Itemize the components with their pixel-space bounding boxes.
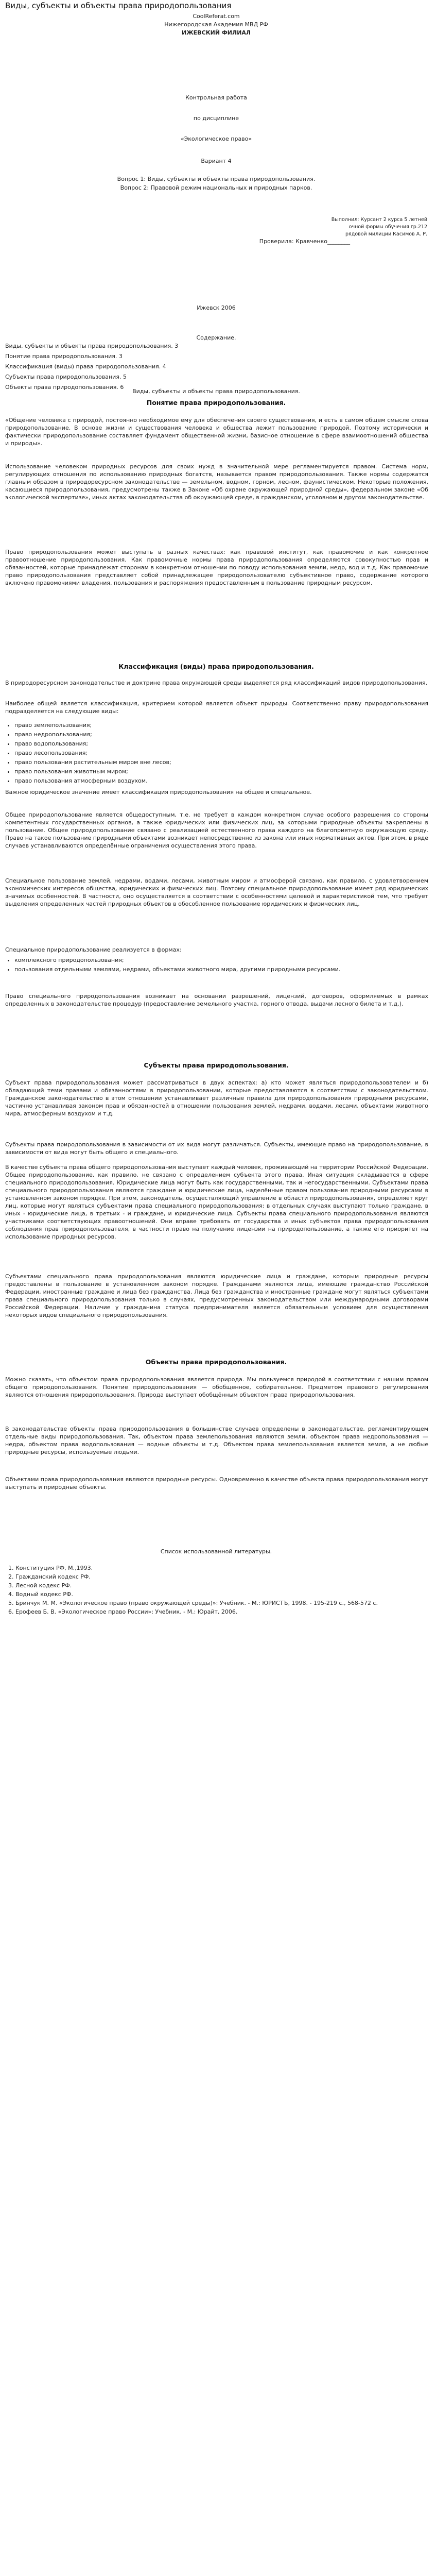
- section-heading-objects: Объекты права природопользования.: [145, 1358, 287, 1366]
- references-list: [6, 1564, 427, 1617]
- reviewer-line: Проверила: Кравченко________: [259, 238, 350, 245]
- question-2: Вопрос 2: Правовой режим национальных и природных парков.: [120, 184, 312, 191]
- reference-item: 4. Водный кодекс РФ.: [15, 1590, 427, 1598]
- paragraph: Использование человеком природных ресурсов для своих нужд в значительной мере регламентируется правом. Система норм, регулирующих отношения по использованию природных богатств, называется правом природопользования. Также нормы содержатся главным образом в природоресурсном законодательстве — земельном, водном, горном, лесном, фаунистическом. Некоторые положения, касающиеся природопользования, предусмотрены также в Законе «Об охране окружающей природной среды», федеральном законе «Об экологической экспертизе», иных актах законодательства об окружающей среде, в гражданском, уголовном и другом законодательстве.: [5, 463, 428, 501]
- discipline-label: по дисциплине: [193, 115, 239, 122]
- references-heading: Список использованной литературы.: [160, 1548, 272, 1555]
- paragraph: В природоресурсном законодательстве и доктрине права окружающей среды выделяется ряд классификаций видов природопользования.: [5, 680, 428, 686]
- city-year: Ижевск 2006: [197, 304, 236, 311]
- reference-item: 3. Лесной кодекс РФ.: [15, 1582, 427, 1589]
- list-item: • право пользования животным миром;: [14, 768, 171, 775]
- toc-item: Понятие права природопользования. 3: [5, 353, 123, 360]
- paragraph: В законодательстве объекты права природопользования в большинстве случаев определены в законодательстве, регламентирующем отдельные виды природопользования. Так, объектом права землепользования являются земли, объектом права недропользования — недра, объектом права водопользования — водные объекты и т.д. Объектом права землепользования является земля, а не любые природные ресурсы, используемые людьми.: [5, 1426, 428, 1455]
- question-1: Вопрос 1: Виды, субъекты и объекты права природопользования.: [117, 176, 316, 182]
- reference-item: 2. Гражданский кодекс РФ.: [15, 1573, 427, 1581]
- list-item: • право землепользования;: [14, 721, 171, 729]
- author-line-1: Выполнил: Курсант 2 курса 5 летней: [331, 217, 427, 223]
- toc-item: Субъекты права природопользования. 5: [5, 374, 127, 380]
- list-item: • комплексного природопользования;: [14, 956, 426, 964]
- work-type: Контрольная работа: [185, 94, 247, 101]
- toc-heading: Содержание.: [196, 334, 236, 341]
- paragraph: Общее природопользование является общедоступным, т.е. не требует в каждом конкретном случае особого разрешения со стороны компетентных государственных органов, а также юридических или физических лиц, за которыми природные объекты закреплены в пользование. Общее природопользование связано с реализацией естественного права каждого на благоприятную окружающую среду. Право на такое пользование природными объектами возникает непосредственно из закона или иных нормативных актов. При этом, в ряде случаев устанавливаются определённые ограничения осуществления этого права.: [5, 811, 429, 849]
- paragraph: «Общение человека с природой, постоянно необходимое ему для обеспечения своего существования, и есть в самом общем смысле слова природопользование. В основе жизни и существования человека и общества лежит пользование природой. Поэтому исторически и фактически природопользование составляет фундамент общественной жизни, базисное отношение в сфере взаимоотношений общества и природы».: [5, 417, 428, 447]
- toc-item: Классификация (виды) права природопользования. 4: [5, 363, 166, 370]
- paragraph: Право специального природопользования возникает на основании разрешений, лицензий, договоров, оформляемых в рамках определенных в законодательстве процедур (предоставление земельного участка, горного отвода, выдачи лесного билета и т.д.).: [5, 993, 428, 1007]
- paragraph: Субъекты права природопользования в зависимости от их вида могут различаться. Субъекты, имеющие право на природопользование, в зависимости от вида могут быть общего и специального.: [5, 1141, 428, 1156]
- paragraph: Право природопользования может выступать в разных качествах: как правовой институт, как правомочие и как конкретное правоотношение природопользования. Как правомочные нормы права природопользования определяются совокупностью прав и обязанностей, которые принадлежат сторонам в конкретном отношении по поводу использования земли, недр, вод и т.д. Как правомочие право природопользования представляет собой принадлежащее природопользователю субъективное право, содержание которого включено правомочиями владения, пользования и распоряжения предоставленным в пользование природным ресурсом.: [5, 549, 428, 586]
- toc-item: Объекты права природопользования. 6: [5, 384, 124, 391]
- filial-name: ИЖЕВСКИЙ ФИЛИАЛ: [182, 29, 251, 36]
- list-item: • право лесопользования;: [14, 749, 171, 757]
- variant-label: Вариант 4: [201, 158, 232, 164]
- section-heading-classification: Классификация (виды) права природопользования.: [118, 663, 314, 670]
- table-of-contents: [5, 342, 427, 394]
- academy-name: Нижегородская Академия МВД РФ: [164, 21, 268, 28]
- paragraph: В качестве субъекта права общего природопользования выступает каждый человек, проживающий на территории Российской Федерации. Общее природопользование, как правило, не связано с определением субъекта этого права. Иная ситуация складывается в сфере специального природопользования. Юридические лица могут быть как государственными, так и негосударственными. Субъектами права специального природопользования являются граждане и юридические лица, наделённые правом пользования природными ресурсами в установленном законом порядке. При этом, законодатель, осуществляющий управление в области природопользования, определяет круг лиц, которые могут являться субъектами права специального природопользования: в отдельных случаях выступают только граждане, в иных - юридические лица, в третьих - и граждане, и юридические лица. Субъекты права специального природопользования являются участниками соответствующих правоотношений. Они вправе требовать от государства и иных субъектов права природопользования соблюдения прав природопользователя, в частности право на получение лицензии на природопользование, а также его приоритет на использование природных ресурсов.: [5, 1164, 428, 1240]
- paragraph: Можно сказать, что объектом права природопользования является природа. Мы пользуемся природой в соответствии с нашим правом общего природопользования. Понятие природопользования — обобщенное, собирательное. Предметом правового регулирования являются отношения природопользования. Природа выступает обобщённым объектом права природопользования.: [5, 1376, 428, 1398]
- paragraph: Субъект права природопользования может рассматриваться в двух аспектах: а) кто может являться природопользователем и б) обладающий теми правами и обязанностями в природопользовании, которые предоставляются в соответствии с законодательством. Гражданское законодательство в этом отношении устанавливает различные правила для природопользования природными ресурсами, частично устанавливая законом прав и обязанностей в отношении пользования землей, недрами, водами, лесами, объектами животного мира, атмосферным воздухом и т.д.: [5, 1079, 428, 1117]
- reference-item: 1. Конституция РФ, М.,1993.: [15, 1564, 427, 1572]
- paragraph: Объектами права природопользования являются природные ресурсы. Одновременно в качестве объекта права природопользования могут выступать и природные объекты.: [5, 1476, 428, 1490]
- resource-types-list: [6, 721, 171, 786]
- paragraph: Специальное природопользование реализуется в формах:: [5, 946, 182, 953]
- source-site: CoolReferat.com: [193, 13, 240, 20]
- author-line-2: очной формы обучения гр.212: [348, 224, 427, 230]
- paragraph: Важное юридическое значение имеет классификация природопользования на общее и специальное.: [5, 789, 312, 795]
- main-title: Виды, субъекты и объекты права природопользования.: [132, 388, 300, 395]
- list-item: • пользования отдельными землями, недрами, объектами животного мира, другими природными ресурсами.: [14, 965, 426, 973]
- list-item: • право недропользования;: [14, 731, 171, 738]
- discipline-name: «Экологическое право»: [180, 135, 252, 142]
- reference-item: 6. Ерофеев Б. В. «Экологическое право России»: Учебник. - М.: Юрайт, 2006.: [15, 1608, 427, 1616]
- paragraph: Субъектами специального права природопользования являются юридические лица и граждане, которым природные ресурсы предоставлены в пользование в установленном законом порядке. Гражданами являются лица, имеющие гражданство Российской Федерации, иностранные граждане и лица без гражданства. Лица без гражданства и иностранные граждане могут являться субъектами права специального природопользования только в случаях, предусмотренных законодательством или международными договорами Российской Федерации. Наличие у гражданина статуса предпринимателя является обязательным условием для осуществления некоторых видов специального природопользования.: [5, 1273, 428, 1318]
- author-line-3: рядовой милиции Касимов А. Р.: [345, 231, 427, 237]
- paragraph: Специальное пользование землей, недрами, водами, лесами, животным миром и атмосферой связано, как правило, с удовлетворением экономических интересов общества, юридических и физических лиц. Поэтому специальное природопользование имеет ряд юридических значимых особенностей. В частности, оно осуществляется в соответствии с особенностями целевой и характеристикой тем, что требует выделения определенных частей природных объектов в обособленное пользование юридических и физических лиц.: [5, 877, 428, 907]
- special-forms-list: [6, 956, 426, 975]
- list-item: • право пользования атмосферным воздухом.: [14, 777, 171, 785]
- list-item: • право водопользования;: [14, 740, 171, 748]
- document-title: Виды, субъекты и объекты права природопользования: [5, 1, 232, 10]
- section-heading-subjects: Субъекты права природопользования.: [144, 1061, 289, 1069]
- reference-item: 5. Бринчук М. М. «Экологическое право (право окружающей среды)»: Учебник. - М.: ЮРИСТЪ, 1998. - 195-219 с., 568-572 с.: [15, 1599, 427, 1607]
- list-item: • право пользования растительным миром вне лесов;: [14, 758, 171, 766]
- toc-item: Виды, субъекты и объекты права природопользования. 3: [5, 343, 179, 349]
- section-heading-concept: Понятие права природопользования.: [146, 399, 286, 406]
- paragraph: Наиболее общей является классификация, критерием которой является объект природы. Соответственно праву природопользования подразделяется на следующие виды:: [5, 700, 428, 715]
- author-block: [5, 216, 427, 245]
